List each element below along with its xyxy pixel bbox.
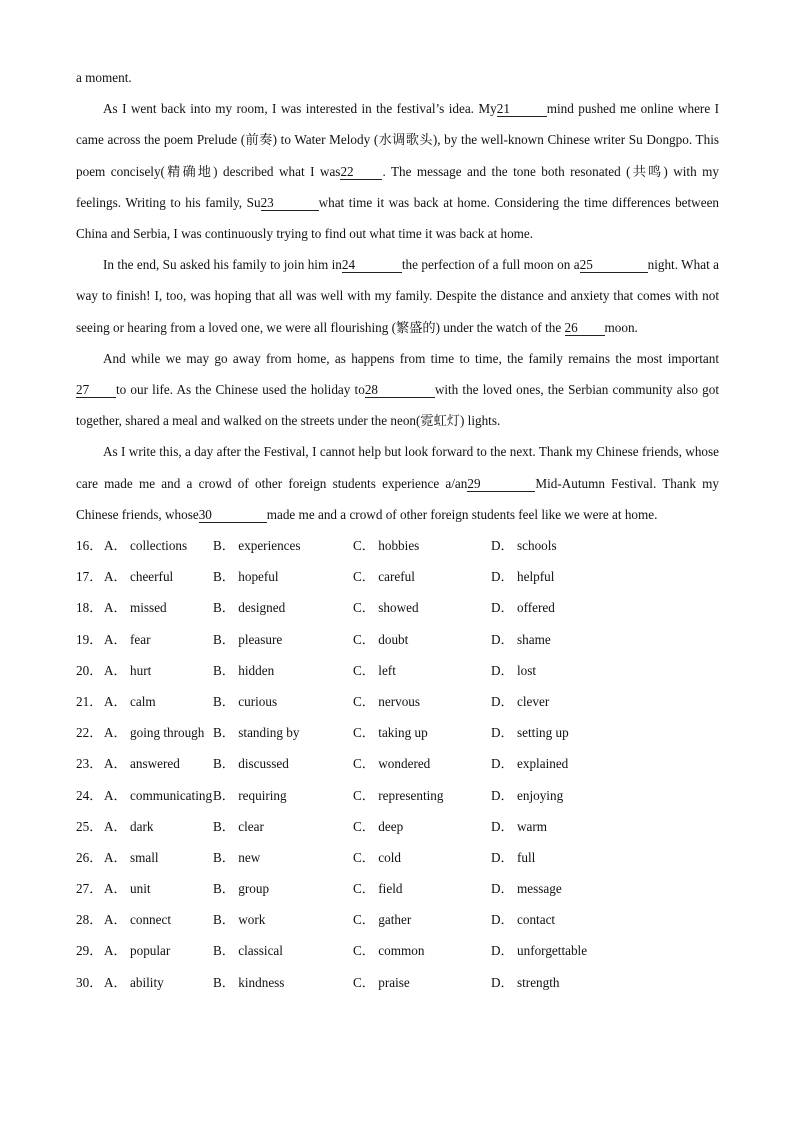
option-d: D． warm	[491, 818, 548, 834]
question-row	[76, 842, 719, 873]
option-b: B． pleasure	[213, 631, 283, 647]
passage-text: As I went back into my room, I was interested in the festival’s idea. My	[103, 101, 497, 117]
question-number: 24．	[76, 787, 103, 803]
option-b: B． discussed	[213, 756, 289, 772]
option-a: A． hurt	[104, 662, 152, 678]
question-number: 25．	[76, 818, 103, 834]
option-d: D． contact	[491, 912, 556, 928]
passage-text: with the loved ones, the Serbian community also got together, shared a meal and walked on the streets under the neon(霓虹灯) lights.	[76, 382, 720, 429]
question-number: 18．	[76, 600, 103, 616]
question-row	[76, 873, 719, 904]
option-d: D． full	[491, 849, 536, 865]
option-d: D． clever	[491, 693, 550, 709]
question-row	[76, 686, 719, 717]
option-b: B． classical	[213, 943, 283, 959]
question-row	[76, 748, 719, 779]
blank-25: 25	[580, 258, 648, 273]
question-row	[76, 592, 719, 623]
passage-fragment	[76, 62, 719, 93]
blank-30: 30	[199, 508, 267, 523]
question-row	[76, 624, 719, 655]
option-c: C． taking up	[353, 725, 428, 741]
question-row	[76, 717, 719, 748]
option-a: A． dark	[104, 818, 154, 834]
option-c: C． wondered	[353, 756, 431, 772]
blank-24: 24	[342, 258, 402, 273]
blank-21: 21	[497, 102, 547, 117]
option-c: C． praise	[353, 974, 410, 990]
passage-text: Mid-Autumn Festival. Thank my Chinese friends, whose	[76, 475, 719, 522]
option-d: D． setting up	[491, 725, 569, 741]
passage-text: In the end, Su asked his family to join him in	[103, 257, 342, 273]
blank-29: 29	[467, 477, 535, 492]
option-a: A． going through	[104, 725, 205, 741]
option-d: D． explained	[491, 756, 569, 772]
passage-text: the perfection of a full moon on a	[401, 257, 580, 273]
passage-text: And while we may go away from home, as happens from time to time, the family remains the most important	[103, 350, 719, 366]
option-d: D． helpful	[491, 569, 555, 585]
question-number: 26．	[76, 849, 103, 865]
passage-text: moon.	[604, 319, 638, 335]
passage-text: night. What a way to finish! I, too, was hoping that all was well with my family. Despite the distance and anxiety that comes with not seeing or hearing from a loved one, we were all flourishing (繁盛的) under the watch of the	[76, 257, 719, 335]
question-row	[76, 904, 719, 935]
question-number: 21．	[76, 693, 103, 709]
question-number: 23．	[76, 756, 103, 772]
option-b: B． standing by	[213, 725, 300, 741]
question-row	[76, 655, 719, 686]
option-b: B． clear	[213, 818, 264, 834]
option-a: A． calm	[104, 693, 156, 709]
question-number: 30．	[76, 974, 103, 990]
option-a: A． communicating	[104, 787, 213, 803]
option-c: C． left	[353, 662, 396, 678]
option-b: B． curious	[213, 693, 278, 709]
question-row	[76, 530, 719, 561]
option-d: D． lost	[491, 662, 537, 678]
option-c: C． careful	[353, 569, 415, 585]
option-a: A． ability	[104, 974, 164, 990]
question-row	[76, 811, 719, 842]
option-c: C． doubt	[353, 631, 409, 647]
option-c: C． representing	[353, 787, 444, 803]
option-a: A． small	[104, 849, 159, 865]
question-row	[76, 561, 719, 592]
option-b: B． designed	[213, 600, 286, 616]
option-d: D． offered	[491, 600, 555, 616]
question-number: 27．	[76, 881, 103, 897]
blank-26: 26	[565, 321, 605, 336]
question-number: 28．	[76, 912, 103, 928]
passage-text: mind pushed me online where I came across the poem Prelude (前奏) to Water Melody (水调歌头), by the well-known Chinese writer Su Dongpo. This poem concisely(精确地) described what I was	[76, 101, 719, 179]
option-c: C． cold	[353, 849, 401, 865]
paragraph-4	[76, 436, 719, 530]
option-d: D． schools	[491, 538, 557, 554]
question-row	[76, 780, 719, 811]
document-page	[76, 62, 719, 998]
option-c: C． common	[353, 943, 425, 959]
blank-22: 22	[340, 165, 382, 180]
option-a: A． fear	[104, 631, 151, 647]
option-d: D． unforgettable	[491, 943, 588, 959]
blank-23: 23	[261, 196, 319, 211]
option-c: C． nervous	[353, 693, 421, 709]
option-b: B． experiences	[213, 538, 301, 554]
question-row	[76, 967, 719, 998]
question-number: 19．	[76, 631, 103, 647]
passage-text: made me and a crowd of other foreign students feel like we were at home.	[266, 506, 658, 522]
option-a: A． cheerful	[104, 569, 174, 585]
blank-28: 28	[365, 383, 435, 398]
paragraph-3	[76, 343, 719, 437]
option-a: A． answered	[104, 756, 180, 772]
option-a: A． unit	[104, 881, 151, 897]
option-c: C． hobbies	[353, 538, 420, 554]
question-number: 20．	[76, 662, 103, 678]
option-a: A． connect	[104, 912, 172, 928]
option-d: D． message	[491, 881, 562, 897]
question-number: 22．	[76, 725, 103, 741]
option-b: B． hidden	[213, 662, 275, 678]
option-a: A． popular	[104, 943, 171, 959]
option-c: C． deep	[353, 818, 404, 834]
passage-text: to our life. As the Chinese used the holiday to	[116, 382, 365, 398]
passage-text: As I write this, a day after the Festival, I cannot help but look forward to the next. Thank my Chinese friends, whose care made me and a crowd of other foreign students experience a/an	[76, 444, 719, 491]
option-c: C． field	[353, 881, 403, 897]
question-row	[76, 935, 719, 966]
option-c: C． gather	[353, 912, 412, 928]
option-d: D． strength	[491, 974, 560, 990]
option-b: B． group	[213, 881, 270, 897]
option-d: D． shame	[491, 631, 551, 647]
question-options-list	[76, 530, 719, 998]
option-b: B． requiring	[213, 787, 287, 803]
option-b: B． hopeful	[213, 569, 279, 585]
option-b: B． kindness	[213, 974, 285, 990]
passage-text: what time it was back at home. Considering the time differences between China and Serbia, I was continuously trying to find out what time it was back at home.	[76, 194, 720, 242]
option-a: A． collections	[104, 538, 188, 554]
question-number: 16．	[76, 538, 103, 554]
option-b: B． new	[213, 849, 261, 865]
question-number: 17．	[76, 569, 103, 585]
option-b: B． work	[213, 912, 266, 928]
option-c: C． showed	[353, 600, 419, 616]
blank-27: 27	[76, 383, 116, 398]
question-number: 29．	[76, 943, 103, 959]
paragraph-1	[76, 93, 719, 249]
option-d: D． enjoying	[491, 787, 564, 803]
option-a: A． missed	[104, 600, 167, 616]
passage-text: . The message and the tone both resonated (共鸣) with my feelings. Writing to his family, Su	[76, 163, 719, 210]
passage-text: a moment.	[76, 70, 132, 85]
paragraph-2	[76, 249, 719, 343]
